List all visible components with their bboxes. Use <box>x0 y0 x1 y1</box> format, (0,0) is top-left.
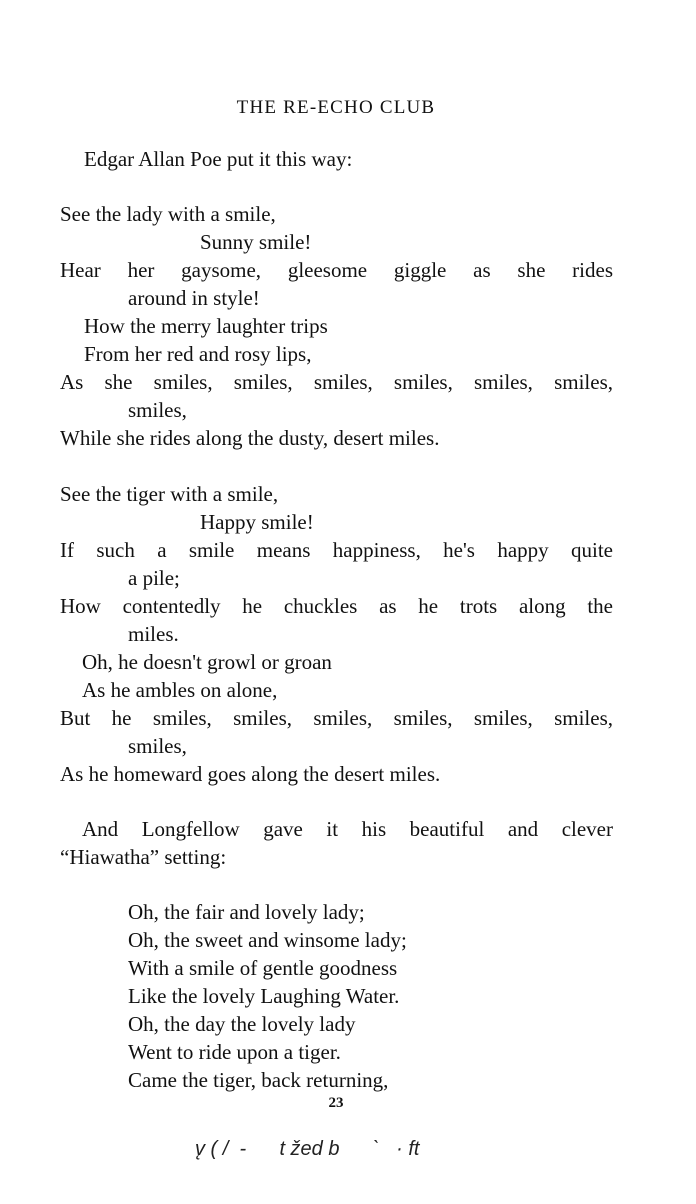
stanza2-line: smiles, <box>128 734 187 758</box>
hiawatha-line: Like the lovely Laughing Water. <box>128 984 400 1008</box>
intro-longfellow-line: And Longfellow gave it his beautiful and clever <box>82 817 613 841</box>
stanza2-line: a pile; <box>128 566 180 590</box>
hiawatha-line: With a smile of gentle goodness <box>128 956 398 980</box>
stanza1-line: See the lady with a smile, <box>60 202 276 226</box>
stanza1-line: While she rides along the dusty, desert miles. <box>60 426 440 450</box>
stanza2-line: Happy smile! <box>200 510 314 534</box>
running-head: THE RE-ECHO CLUB <box>236 97 436 118</box>
hiawatha-line: Oh, the fair and lovely lady; <box>128 900 365 924</box>
stanza2-line: Oh, he doesn't growl or groan <box>82 650 332 674</box>
intro-poe: Edgar Allan Poe put it this way: <box>84 147 353 171</box>
stanza1-line: How the merry laughter trips <box>84 314 328 338</box>
stanza1-line: Hear her gaysome, gleesome giggle as she rides <box>60 258 613 282</box>
hiawatha-line: Oh, the sweet and winsome lady; <box>128 928 407 952</box>
stanza1-line: Sunny smile! <box>200 230 312 254</box>
hiawatha-line: Came the tiger, back returning, <box>128 1068 389 1092</box>
hiawatha-line: Went to ride upon a tiger. <box>128 1040 341 1064</box>
stanza1-line: As she smiles, smiles, smiles, smiles, smiles, smiles, <box>60 370 613 394</box>
stanza2-line: See the tiger with a smile, <box>60 482 279 506</box>
stanza2-line: If such a smile means happiness, he's happy quite <box>60 538 613 562</box>
hiawatha-line: Oh, the day the lovely lady <box>128 1012 356 1036</box>
stanza1-line: smiles, <box>128 398 187 422</box>
stanza2-line: How contentedly he chuckles as he trots along the <box>60 594 613 618</box>
page-number: 23 <box>328 1095 344 1111</box>
stanza2-line: As he homeward goes along the desert miles. <box>60 762 441 786</box>
stanza2-line: But he smiles, smiles, smiles, smiles, smiles, smiles, <box>60 706 613 730</box>
stanza2-line: miles. <box>128 622 179 646</box>
digitization-watermark: v̨ ( / - t žed b ` · ft <box>195 1138 420 1160</box>
stanza1-line: From her red and rosy lips, <box>84 342 312 366</box>
intro-longfellow-line: “Hiawatha” setting: <box>60 845 227 869</box>
stanza2-line: As he ambles on alone, <box>82 678 278 702</box>
stanza1-line: around in style! <box>128 286 260 310</box>
